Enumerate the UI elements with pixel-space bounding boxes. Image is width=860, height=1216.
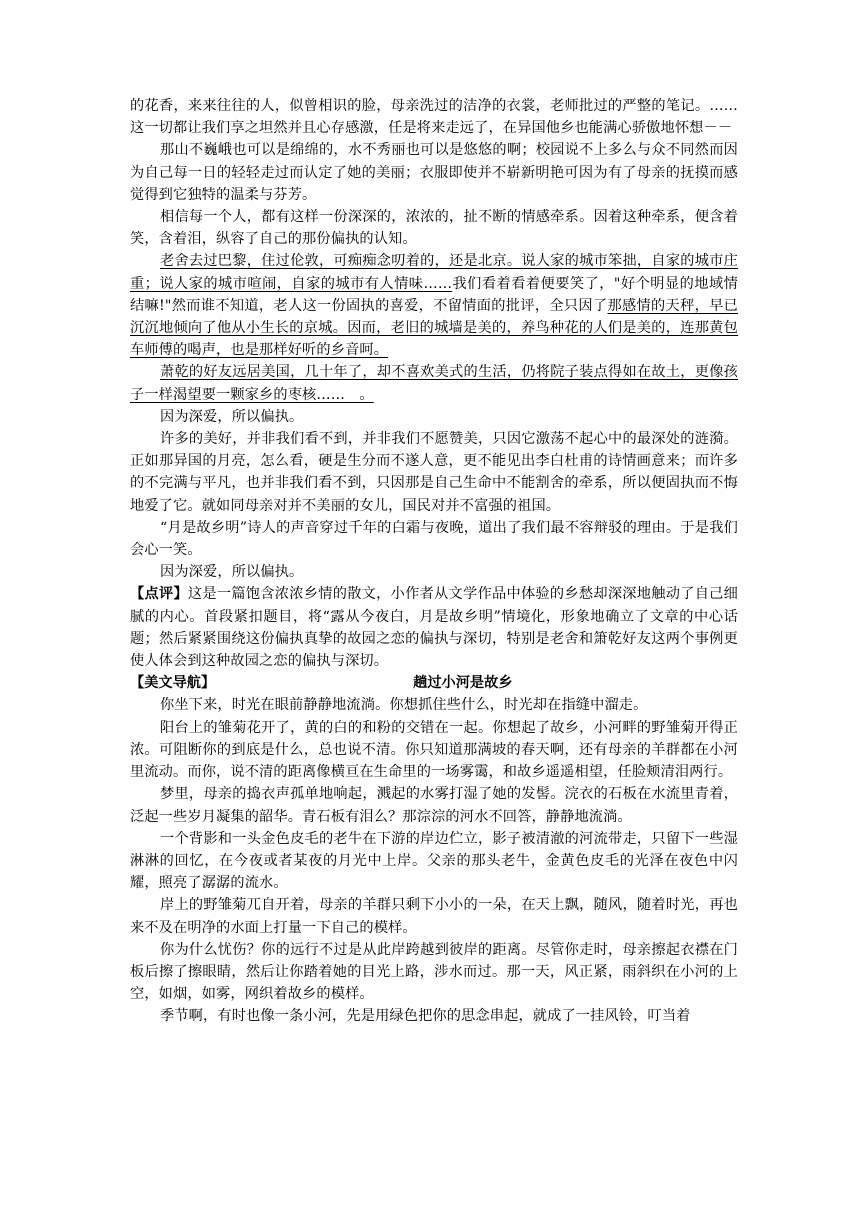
paragraph: 因为深爱，所以偏执。 bbox=[160, 564, 304, 581]
paragraph-xiaoqian bbox=[130, 361, 738, 405]
underlined-text: 老舍去过巴黎，住过伦敦，可痴痴念叨着的，还是北京。说人家的城市笨拙，自家的城市庄重；说人家的城市喧闹，自家的城市有人情味…… bbox=[130, 253, 738, 292]
section-heading bbox=[130, 672, 738, 694]
paragraph: 的花香，来来往往的人，似曾相识的脸，母亲洗过的洁净的衣裳，老师批过的严整的笔记。……这一切都让我们享之坦然并且心存感激，任是将来走远了，在异国他乡也能满心骄傲地怀想－－ bbox=[130, 98, 738, 137]
paragraph: 一个背影和一头金色皮毛的老牛在下游的岸边伫立，影子被清澈的河流带走，只留下一些湿淋淋的回忆，在今夜或者某夜的月光中上岸。父亲的那头老牛，金黄色皮毛的光泽在夜色中闪耀，照亮了潺潺的流水。 bbox=[130, 830, 738, 892]
plain-text: 我们看着看着便要笑了，"好个明显的地域情结嘛!"然而谁不知道，老人这一份固执的喜爱，不留情面的批评，全只因了 bbox=[130, 275, 738, 314]
paragraph: 你坐下来，时光在眼前静静地流淌。你想抓住些什么，时光却在指缝中溜走。 bbox=[160, 697, 648, 714]
article-title: 趟过小河是故乡 bbox=[413, 675, 513, 692]
review-paragraph bbox=[130, 583, 738, 672]
review-text: 这是一篇饱含浓浓乡情的散文，小作者从文学作品中体验的乡愁却深深地触动了自己细腻的内心。首段紧扣题目，将“露从今夜白，月是故乡明”情境化，形象地确立了文章的中心话题；然后紧紧围绕这份偏执真挚的故园之恋的偏执与深切，特别是老舍和箫乾好友这两个事例更使人体会到这种故园之恋的偏执与深切。 bbox=[130, 586, 738, 670]
paragraph: 因为深爱，所以偏执。 bbox=[160, 408, 304, 425]
paragraph: 季节啊，有时也像一条小河，先是用绿色把你的思念串起，就成了一挂风铃，叮当着 bbox=[160, 1008, 691, 1025]
paragraph-laoshe bbox=[130, 250, 738, 361]
review-label: 【点评】 bbox=[130, 586, 188, 603]
paragraph: 梦里，母亲的捣衣声孤单地响起，溅起的水雾打湿了她的发髻。浣衣的石板在水流里青着，泛起一些岁月凝集的韶华。青石板有泪么？那淙淙的河水不回答，静静地流淌。 bbox=[130, 786, 738, 825]
paragraph: 相信每一个人，都有这样一份深深的，浓浓的，扯不断的情感牵系。因着这种牵系，便含着笑，含着泪，纵容了自己的那份偏执的认知。 bbox=[130, 209, 738, 248]
paragraph: 那山不巍峨也可以是绵绵的，水不秀丽也可以是悠悠的啊；校园说不上多么与众不同然而因为自己每一日的轻轻走过而认定了她的美丽；衣服即使并不崭新明艳可因为有了母亲的抚摸而感觉得到它独特的温柔与芬芳。 bbox=[130, 142, 738, 203]
paragraph: 岸上的野雏菊兀自开着，母亲的羊群只剩下小小的一朵，在天上飘，随风，随着时光，再也来不及在明净的水面上打量一下自己的模样。 bbox=[130, 897, 738, 936]
underlined-text: 那感情的天秤，早已沉沉地倾向了他从小生长的京城。因而，老旧的城墙是美的，养鸟种花的人们是美的，连那黄包车师傅的喝声，也是那样好听的乡音呵。 bbox=[130, 297, 738, 359]
paragraph: 许多的美好，并非我们看不到，并非我们不愿赞美，只因它激荡不起心中的最深处的涟漪。正如那异国的月亮，怎么看，硬是生分而不遂人意，更不能见出李白杜甫的诗情画意来；而许多的不完满与平凡，也并非我们看不到，只因那是自己生命中不能割舍的牵系，所以便固执而不悔地爱了它。就如同母亲对并不美丽的女儿，国民对并不富强的祖国。 bbox=[130, 431, 738, 514]
underlined-text: 萧乾的好友远居美国，几十年了，却不喜欢美式的生活，仍将院子装点得如在故土，更像孩子一样渴望要一颗家乡的枣核…… 。 bbox=[130, 364, 738, 403]
section-label: 【美文导航】 bbox=[130, 675, 216, 692]
paragraph: “月是故乡明”诗人的声音穿过千年的白霜与夜晚，道出了我们最不容辩驳的理由。于是我们会心一笑。 bbox=[130, 519, 738, 559]
paragraph: 你为什么忧伤？你的远行不过是从此岸跨越到彼岸的距离。尽管你走时，母亲擦起衣襟在门板后擦了擦眼睛，然后让你踏着她的目光上路，涉水而过。那一天，风正紧，雨斜织在小河的上空，如烟，如雾，网织着故乡的模样。 bbox=[130, 941, 738, 1003]
paragraph: 阳台上的雏菊花开了，黄的白的和粉的交错在一起。你想起了故乡，小河畔的野雏菊开得正浓。可阻断你的到底是什么，总也说不清。你只知道那满坡的春天啊，还有母亲的羊群都在小河里流动。而你，说不清的距离像横亘在生命里的一场雾霭，和故乡遥遥相望，任脸颊清泪两行。 bbox=[130, 719, 738, 781]
